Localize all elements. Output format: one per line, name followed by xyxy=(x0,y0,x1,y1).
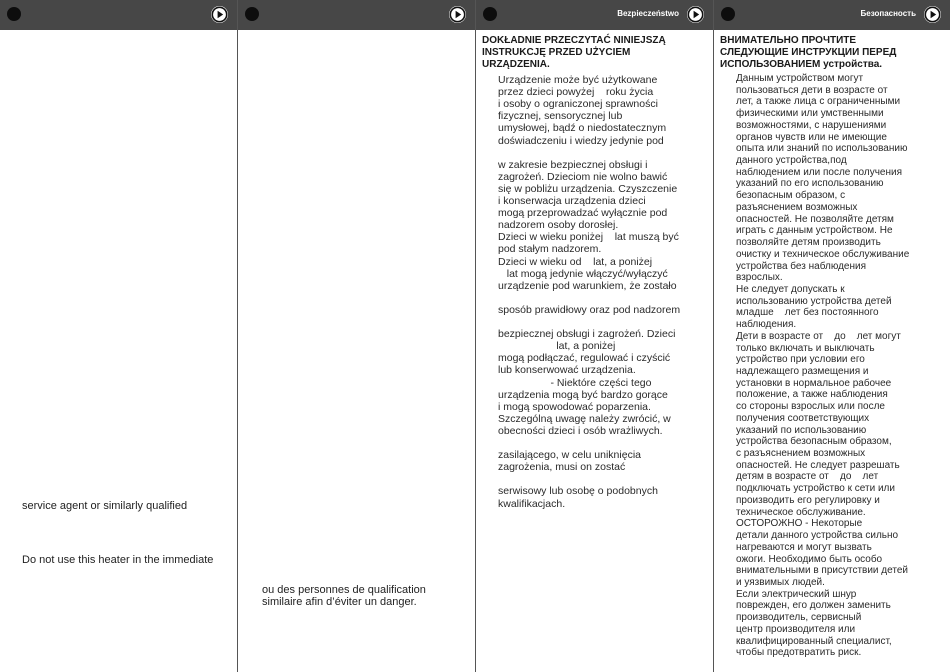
text-line: очистку и техническое обслуживание xyxy=(736,248,910,260)
warning-heading-line: ИСПОЛЬЗОВАНИЕМ устройства. xyxy=(720,59,883,70)
header-dot-icon xyxy=(7,7,21,21)
warning-heading-line: СЛЕДУЮЩИЕ ИНСТРУКЦИИ ПЕРЕД xyxy=(720,47,897,58)
text-line: надлежащего размещения и xyxy=(736,366,869,377)
text-line: Urządzenie może być użytkowane xyxy=(498,74,658,86)
text-line: и уязвимых людей. xyxy=(736,576,825,588)
text-line: с разъяснением возможных xyxy=(736,448,866,460)
text-line: техническое обслуживание. xyxy=(736,506,866,518)
text-line: zagrożenia, musi on zostać xyxy=(498,461,626,474)
page-column-polish xyxy=(475,0,713,672)
header-dot-icon xyxy=(245,7,259,21)
text-line: позволяйте детям производить xyxy=(736,237,881,249)
text-line: Не следует допускать к xyxy=(736,283,845,295)
text-line: fizycznej, sensorycznej lub xyxy=(498,110,623,123)
text-line: разъяснением возможных xyxy=(736,201,858,213)
text-line: ожоги. Необходимо быть особо xyxy=(736,553,883,565)
text-line: i konserwacja urządzenia dzieci xyxy=(498,195,646,207)
text-line: получения соответствующих xyxy=(736,412,870,424)
text-fragment: Do not use this heater in the immediate xyxy=(22,554,214,566)
text-line: sposób prawidłowy oraz pod nadzorem xyxy=(498,303,681,316)
text-line: nadzorem osoby dorosłej. xyxy=(498,219,619,232)
text-fragment: similaire afin d’éviter un danger. xyxy=(262,596,417,608)
page-column-russian xyxy=(713,0,950,672)
column-header xyxy=(476,0,713,30)
text-line: лет, а также лица с ограниченными xyxy=(736,96,901,108)
page-column-2 xyxy=(237,0,475,672)
text-line: указаний по его использованию xyxy=(736,178,884,190)
text-line: mogą przeprowadzać wyłącznie pod xyxy=(498,207,668,220)
text-line: pod stałym nadzorem. xyxy=(498,243,602,256)
header-title: Bezpieczeństwo xyxy=(617,9,679,18)
text-line: lat mogą jedynie włączyć/wyłączyć xyxy=(498,267,668,280)
text-line: serwisowy lub osobę o podobnych xyxy=(498,485,658,498)
text-line: указаний по использованию xyxy=(736,424,867,436)
text-line: umysłowej, bądź o niedostatecznym xyxy=(498,122,667,135)
text-line: mogą podłączać, regulować i czyścić xyxy=(498,352,671,365)
text-line: ОСТОРОЖНО - Некоторые xyxy=(736,518,863,530)
text-line: данного устройства,под xyxy=(736,155,847,167)
text-line: производитель, сервисный xyxy=(736,612,862,624)
warning-heading-line: INSTRUKCJĘ PRZED UŻYCIEM xyxy=(482,47,631,58)
text-line: zagrożeń. Dzieciom nie wolno bawić xyxy=(498,170,668,183)
text-line: со стороны взрослых или после xyxy=(736,401,885,413)
text-line: младше лет без постоянного xyxy=(736,307,879,319)
text-line: внимательными в присутствии детей xyxy=(736,565,908,577)
warning-heading-line: ВНИМАТЕЛЬНО ПРОЧТИТЕ xyxy=(720,35,857,46)
text-line: Dzieci w wieku poniżej lat muszą być xyxy=(498,231,679,244)
text-line: lub konserwować urządzenia. xyxy=(498,364,636,377)
column-header xyxy=(714,0,950,30)
play-icon[interactable] xyxy=(211,6,228,23)
text-line: kwalifikacjach. xyxy=(498,497,566,510)
text-line: zasilającego, w celu uniknięcia xyxy=(498,449,641,462)
text-line: использованию устройства детей xyxy=(736,295,892,307)
header-title: Безопасность xyxy=(860,9,916,18)
text-line: установки в нормальное рабочее xyxy=(736,377,892,389)
text-line: Данным устройством могут xyxy=(736,73,864,84)
column-header xyxy=(0,0,237,30)
text-fragment: service agent or similarly qualified xyxy=(22,500,188,512)
play-icon[interactable] xyxy=(924,6,941,23)
text-line: Если электрический шнур xyxy=(736,588,857,600)
warning-heading-line: DOKŁADNIE PRZECZYTAĆ NINIEJSZĄ xyxy=(482,35,666,46)
text-line: w zakresie bezpiecznej obsługi i xyxy=(498,158,648,171)
page-column-1 xyxy=(0,0,237,672)
text-line: детям в возрасте от до лет xyxy=(736,471,879,483)
header-dot-icon xyxy=(721,7,735,21)
column-header xyxy=(238,0,475,30)
text-line: urządzenia mogą być bardzo gorące xyxy=(498,388,668,401)
text-line: центр производителя или xyxy=(736,623,856,635)
text-line: się w pobliżu urządzenia. Czyszczenie xyxy=(498,182,678,195)
text-line: возможностями, с нарушениями xyxy=(736,119,887,131)
text-line: Дети в возрасте от до лет могут xyxy=(736,330,901,342)
text-line: urządzenie pod warunkiem, że zostało xyxy=(498,279,677,292)
text-line: устройство при условии его xyxy=(736,354,865,366)
warning-heading-line: URZĄDZENIA. xyxy=(482,59,550,70)
text-line: устройства безопасным образом, xyxy=(736,436,892,448)
text-line: наблюдением или после получения xyxy=(736,166,903,178)
text-fragment: ou des personnes de qualification xyxy=(262,584,426,596)
play-icon[interactable] xyxy=(687,6,704,23)
text-line: органов чувств или не имеющие xyxy=(736,131,887,143)
text-line: bezpiecznej obsługi i zagrożeń. Dzieci xyxy=(498,328,676,341)
play-icon[interactable] xyxy=(449,6,466,23)
text-line: опасностей. Не следует разрешать xyxy=(736,459,900,471)
text-line: безопасным образом, с xyxy=(736,190,846,202)
text-line: пользоваться дети в возрасте от xyxy=(736,84,888,96)
text-line: lat, a poniżej xyxy=(498,340,616,353)
text-line: положение, а также наблюдения xyxy=(736,389,888,401)
header-dot-icon xyxy=(483,7,497,21)
text-line: obecności dzieci i osób wrażliwych. xyxy=(498,424,663,437)
text-line: производить его регулировку и xyxy=(736,494,880,506)
text-line: - Niektóre części tego xyxy=(498,376,652,389)
text-line: нагреваются и могут вызвать xyxy=(736,541,872,553)
text-line: i osoby o ograniczonej sprawności xyxy=(498,98,658,111)
text-line: детали данного устройства сильно xyxy=(736,530,899,542)
text-line: Szczególną uwagę należy zwrócić, w xyxy=(498,412,671,425)
text-line: i mogą spowodować poparzenia. xyxy=(498,400,651,413)
text-line: квалифицированный специалист, xyxy=(736,635,892,647)
text-line: физическими или умственными xyxy=(736,108,884,120)
text-line: doświadczeniu i wiedzy jedynie pod xyxy=(498,134,664,147)
text-line: чтобы предотвратить риск. xyxy=(736,647,862,659)
text-line: наблюдения. xyxy=(736,319,797,331)
text-line: подключать устройство к сети или xyxy=(736,483,895,495)
text-line: взрослых. xyxy=(736,272,783,284)
text-line: опасностей. Не позволяйте детям xyxy=(736,213,894,225)
text-line: Dzieci w wieku od lat, a poniżej xyxy=(498,255,653,268)
text-line: только включать и выключать xyxy=(736,342,875,354)
text-line: опыта или знаний по использованию xyxy=(736,143,908,155)
text-line: устройства без наблюдения xyxy=(736,260,867,272)
text-line: przez dzieci powyżej roku życia xyxy=(498,86,654,99)
text-line: играть с данным устройством. Не xyxy=(736,225,893,237)
text-line: поврежден, его должен заменить xyxy=(736,600,891,612)
